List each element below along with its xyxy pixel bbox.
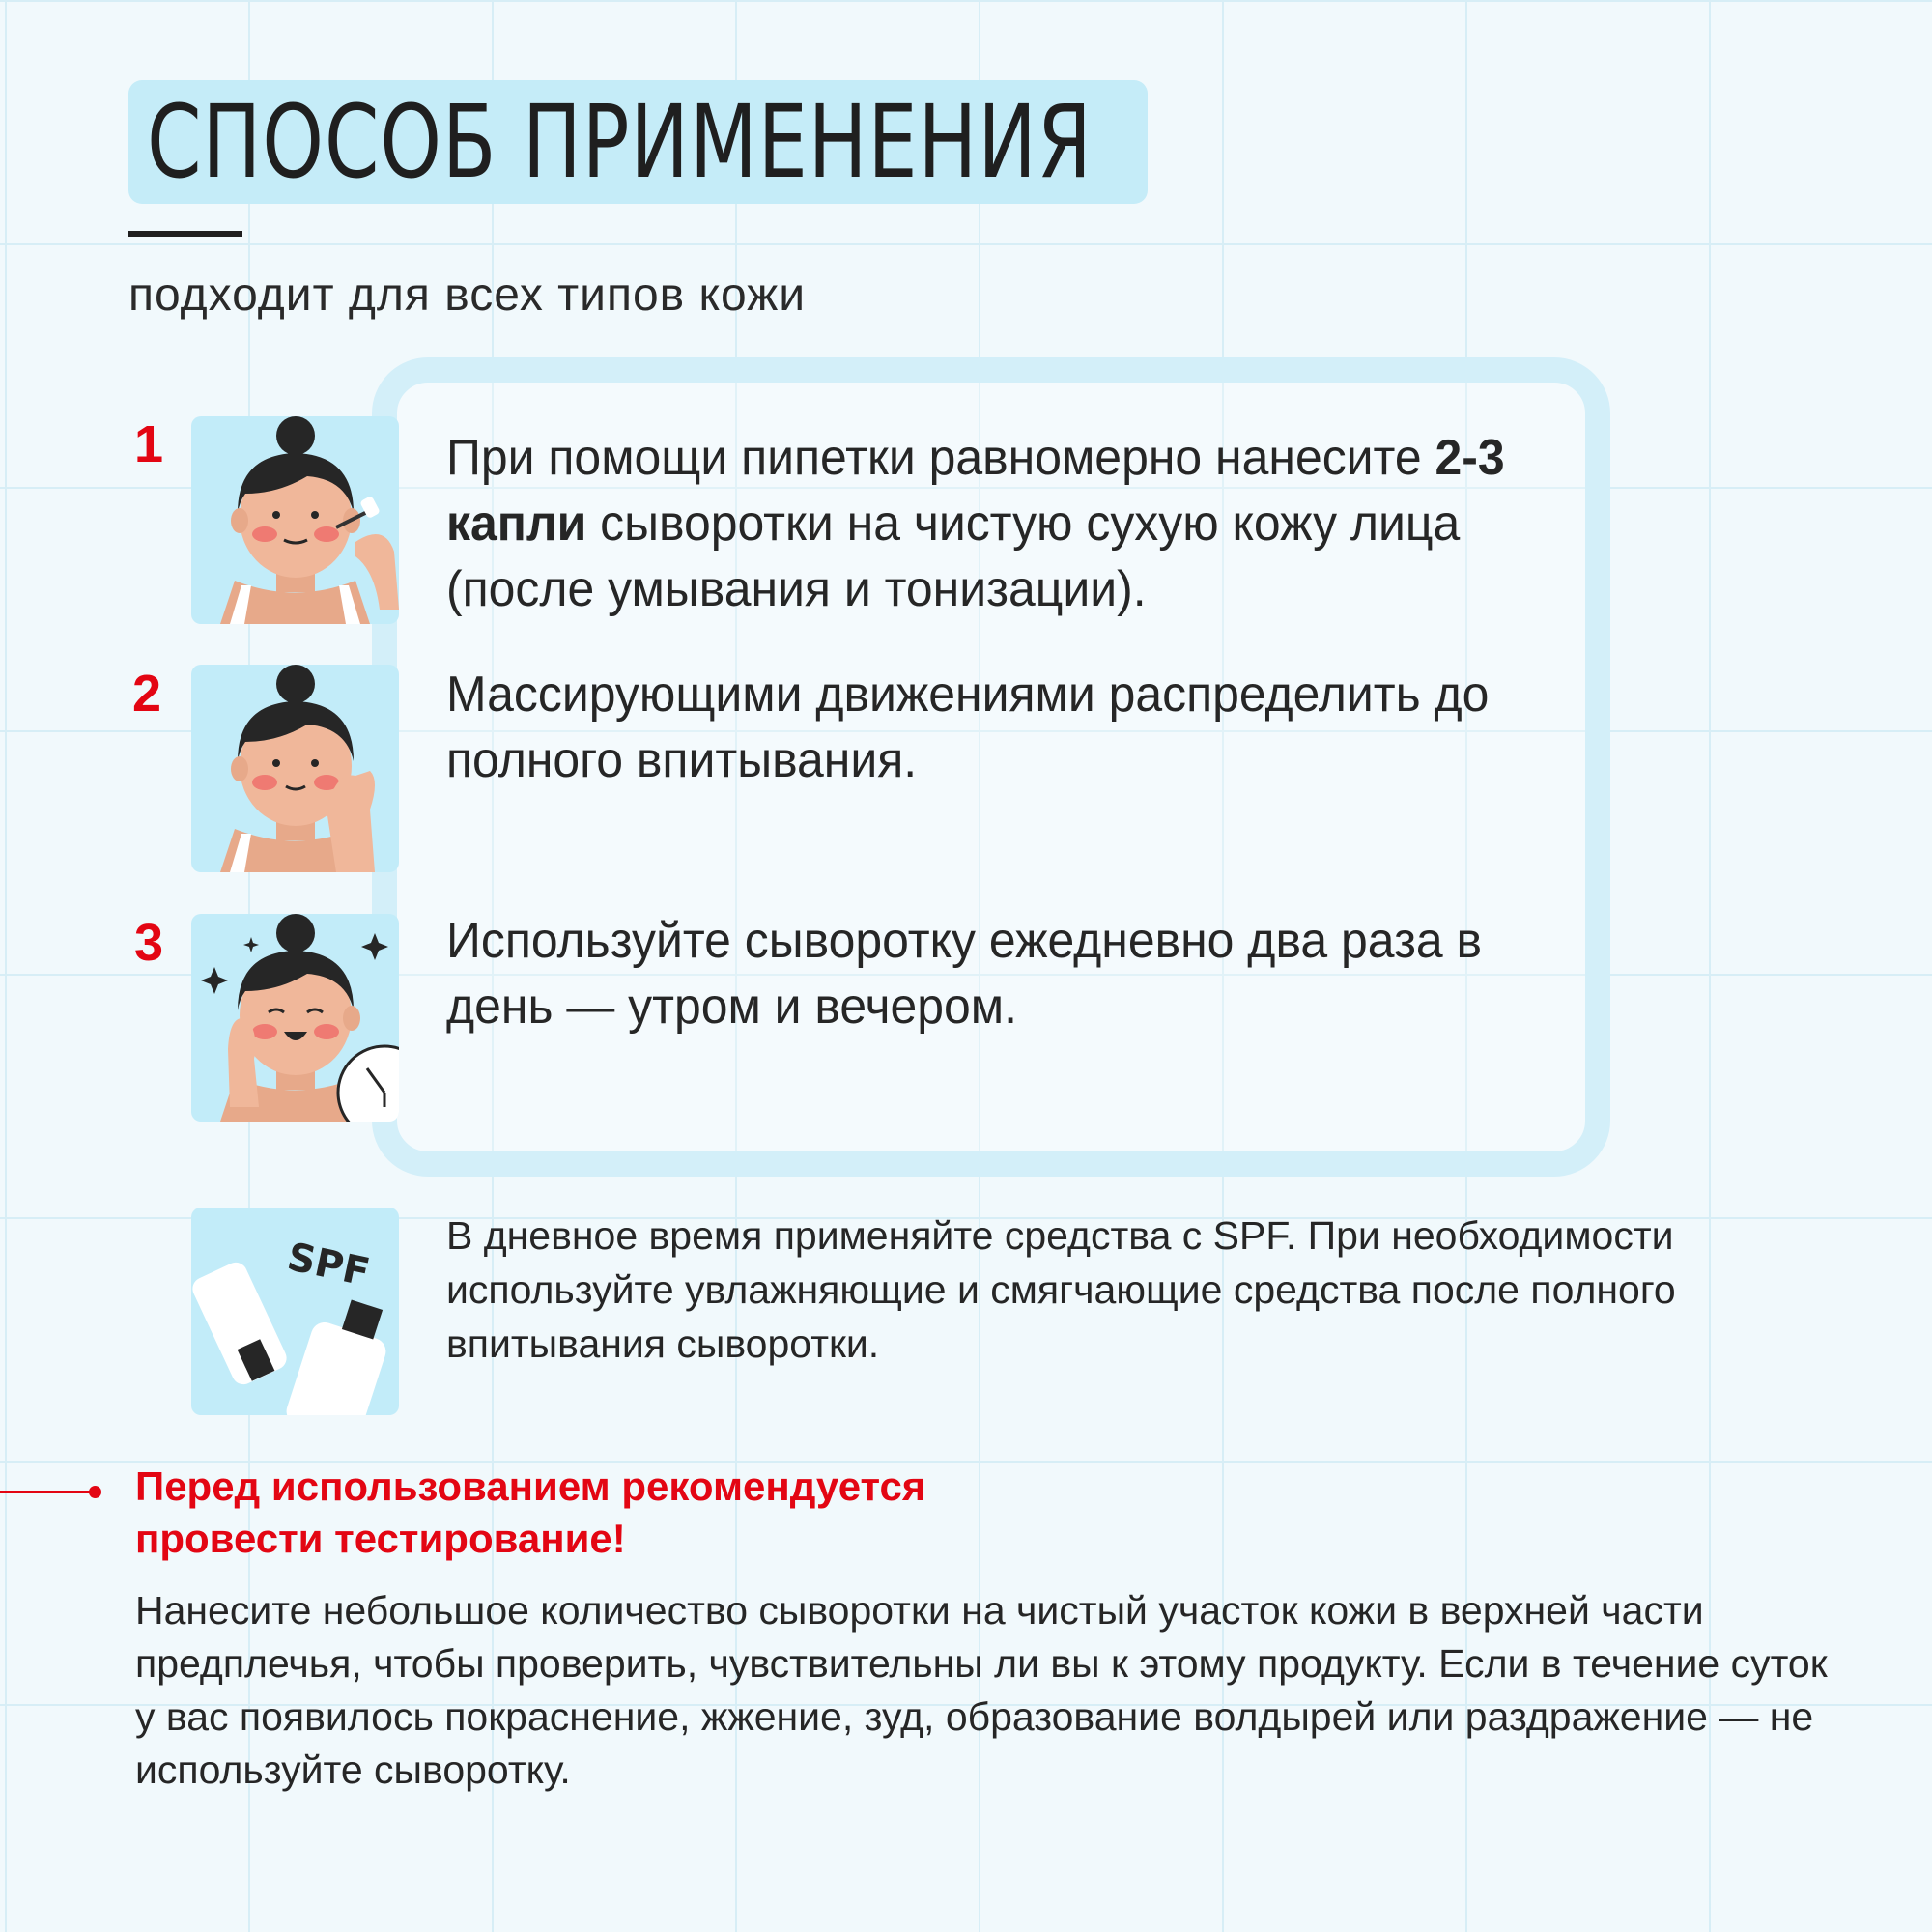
step-3-text: Используйте сыворотку ежедневно два раза в день — утром и вечером. xyxy=(446,913,1483,1035)
step-1-text: При помощи пипетки равномерно нанесите 2-3 капли сыворотки на чистую сухую кожу лица (после умывания и тонизации). xyxy=(446,430,1505,617)
title-underline xyxy=(128,231,242,237)
step-2-number: 2 xyxy=(131,665,162,723)
warning-pointer-dot xyxy=(89,1486,101,1498)
spf-advice-text: В дневное время применяйте средства с SPF. При необходимости используйте увлажняющие и смягчающие средства после полного впитывания сыворотки. xyxy=(446,1213,1676,1366)
spf-label: SPF xyxy=(283,1235,374,1295)
warning-title: Перед использованием рекомендуется провести тестирование! xyxy=(135,1463,926,1561)
step-1-number: 1 xyxy=(133,415,164,473)
step-1-dose: 2-3 капли xyxy=(446,430,1505,552)
page-title: СПОСОБ ПРИМЕНЕНИЯ xyxy=(147,83,1093,201)
page-subtitle: подходит для всех типов кожи xyxy=(128,270,807,321)
warning-pointer-line xyxy=(0,1491,97,1493)
step-2-text: Массирующими движениями распределить до полного впитывания. xyxy=(446,667,1490,788)
woman-smiling-clock-icon xyxy=(191,914,399,1122)
warning-body: Нанесите небольшое количество сыворотки на чистый участок кожи в верхней части предплечья, чтобы проверить, чувствительны ли вы к этому продукту. Если в течение суток у вас появилось покраснение, жжение, зуд, образование волдырей или раздражение — не используйте сыворотку. xyxy=(135,1588,1828,1792)
woman-applying-pipette-icon xyxy=(191,416,399,624)
step-3-number: 3 xyxy=(133,914,164,972)
woman-massaging-face-icon xyxy=(191,665,399,872)
spf-sunscreen-tubes-icon xyxy=(191,1208,399,1415)
